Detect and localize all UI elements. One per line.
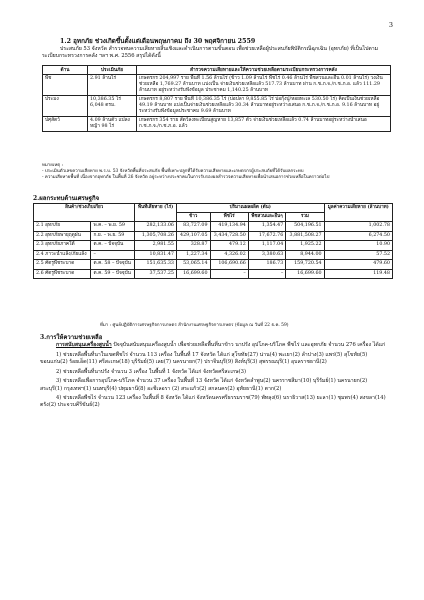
table-row — [34, 231, 393, 241]
table-cell: 16,699.60 — [286, 269, 324, 279]
table-row — [43, 75, 391, 96]
table-row — [34, 222, 393, 232]
table-cell: 1,925.22 — [286, 241, 324, 251]
section-3-lead: การสนับสนุนเครื่องสูบน้ำ — [56, 342, 112, 348]
table-cell: 504,196.51 — [286, 222, 324, 232]
table-row — [34, 250, 393, 260]
row-estimate: 10,386.35 ไร่ 6,048 ตรม. — [88, 96, 137, 117]
header-commodity: สินค้า/ช่วงเก็บเกี่ยว — [34, 204, 135, 222]
row-aspect: พืช — [43, 75, 88, 96]
table-cell: 1,305,708.26 — [135, 231, 177, 241]
table-cell: 186.73 — [248, 260, 286, 270]
header-survey: สำรวจความเสียหายและให้ความช่วยเหลือตามระเบียบกระทรวงการคลัง — [137, 66, 391, 75]
table-cell: 2.6 ศัตรูพืชระบาด — [34, 269, 91, 279]
header-horticulture: พืชสวนและอื่นๆ — [248, 213, 286, 222]
table-cell: 57.52 — [324, 250, 392, 260]
section-3-item-4: 4) ช่วยเหลือพืชไร่ จำนวน 123 เครื่อง ในพื้นที่ 8 จังหวัด ได้แก่ จังหวัดนครศรีธรรมราช(79) พัทลุง(6) นราธิวาส(13) ยะลา(1) ชุมพร(4) สงขลา(14) ตรัง(2) ประจวบคีรีขันธ์(2) — [40, 395, 386, 409]
header-aspect: ด้าน — [43, 66, 88, 75]
header-field-crops: พืชไร่ — [210, 213, 248, 222]
damage-assistance-table — [42, 65, 391, 132]
section-3-intro: ปัจจุบันสนับสนุนเครื่องสูบน้ำ เพื่อช่วยเหลือพื้นที่นาข้าว นาปรัง อุปโภค-บริโภค พืชไร่ และอุทกภัย จำนวน 276 เครื่อง ได้แก่ — [113, 342, 386, 348]
economic-table-body — [34, 222, 393, 279]
header-rice: ข้าว — [176, 213, 210, 222]
table-row — [34, 241, 393, 251]
row-detail: เกษตรกร 8,807 ราย พื้นที่ 10,386.35 ไร่ (บ่อปลา 9,855.85 ไร่ บ่อกุ้งปู/หอยทะเล 530.50 ไร่) คิดเป็นเงินช่วยเหลือ 49.19 ล้านบาท แบ่งเป็นจ่ายเงินช่วยเหลือแล้ว 30.34 ล้านบาทอยู่ระหว่างเสนอ ก.ช.ภ.จ./ก.ช.ภ.อ. 9.16 ล้านบาท อยู่ระหว่างรับฟังข้อมูลประชาคม 9.69 ล้านบาท — [137, 96, 391, 117]
row-estimate: 2.91 ล้านไร่ — [88, 75, 137, 96]
table-cell: 16,699.60 — [176, 269, 210, 279]
note-item: - ความเสียหายพื้นที่ เนื่องจากอุทกภัย ในพื้นที่ 26 จังหวัด อยู่ระหว่างประชาคมในการรับรองผลสำรวจความเสียหายเพื่อนำเสนอการช่วยเหลือในคราวต่อไป — [42, 175, 330, 180]
table-cell: 151,635.33 — [135, 260, 177, 270]
row-detail: เกษตรกร 354 ราย สัตว์ลงทะเบียนสูญหาย 13,857 ตัว จ่ายเงินช่วยเหลือแล้ว 0.74 ล้านบาทอยู่ระหว่างนำเสนอ ก.ช.ภ.จ./ก.ช.ภ.อ. แล้ว — [137, 117, 391, 132]
header-estimate: ประเมินภัย — [88, 66, 137, 75]
table-cell: 3,434,728.50 — [210, 231, 248, 241]
header-output-group: ปริมาณผลผลิต (ตัน) — [176, 204, 324, 213]
table-cell: 2.1 อุทกภัย — [34, 222, 91, 232]
table-cell: 479.12 — [210, 241, 248, 251]
table-cell: – — [91, 250, 135, 260]
table-cell: 1,117.04 — [248, 241, 286, 251]
table-cell: 8,944.00 — [286, 250, 324, 260]
table-cell: 2.3 อุทกภัยภาคใต้ — [34, 241, 91, 251]
table-cell: ต.ค. 59 – ปัจจุบัน — [91, 269, 135, 279]
section-3-item-1: 1) ช่วยเหลือพื้นที่นาในเขตพืชไร่ จำนวน 113 เครื่อง ในพื้นที่ 17 จังหวัด ได้แก่ สุโขทัย(27) น่าน(4) พะเยา(2) ลำปาง(3) แพร่(5) สุโขทัย(5) ขอนแก่น(2) ร้อยเอ็ด(11) ศรีสะเกษ(18) บุรีรัมย์(5) เลย(7) นครนายก(7) ปราจีนบุรี(9) สิงห์บุรี(3) สุพรรณบุรี(1) อุบลราชธานี(2) — [40, 351, 368, 365]
table-cell: 419,134.94 — [210, 222, 248, 232]
table-cell: ก.ย. – พ.ย. 59 — [91, 231, 135, 241]
section-3-title: 3.การให้ความช่วยเหลือ — [40, 334, 103, 341]
table-cell: 282,133.06 — [135, 222, 177, 232]
table-cell: – — [210, 269, 248, 279]
table-cell: 1,227.34 — [176, 250, 210, 260]
table-row — [34, 269, 393, 279]
row-estimate: 4.09 ล้านตัว แปลงหญ้า 98 ไร่ — [88, 117, 137, 132]
section-3-paragraph — [40, 342, 386, 349]
table-cell: 2,981.55 — [135, 241, 177, 251]
source-note: ที่มา : ศูนย์ปฏิบัติการเศรษฐกิจการเกษตร สำนักงานเศรษฐกิจการเกษตร (ข้อมูล ณ วันที่ 22 ธ.ค. 59) — [100, 323, 289, 328]
table-cell: 6,274.50 — [324, 231, 392, 241]
table-cell: 429,107.05 — [176, 231, 210, 241]
table-cell: 479.60 — [324, 260, 392, 270]
table-cell: 37,537.25 — [135, 269, 177, 279]
table-cell: ต.ค. 58 – ปัจจุบัน — [91, 260, 135, 270]
table-row — [43, 117, 391, 132]
table-cell: 17,672.76 — [248, 231, 286, 241]
section-3-item-3: 3) ช่วยเหลือเพื่อการอุปโภค-บริโภค จำนวน 37 เครื่อง ในพื้นที่ 13 จังหวัด ได้แก่ จังหวัดลำพูน(2) นครราชสีมา(10) บุรีรัมย์(1) นครนายก(2) สระบุรี(1) กรุงเทพฯ(1) นนทบุรี(4) ปทุมธานี(8) อะชีเลอรา (2) สระแก้ว(2) สกลนคร(2) อุทัยธานี(1) ตาก(2) — [40, 378, 368, 392]
table-cell: 119.48 — [324, 269, 392, 279]
page-number: 3 — [388, 21, 393, 29]
economic-impact-table — [33, 203, 393, 279]
notes-heading: หมายเหตุ : — [42, 163, 63, 168]
table-row — [34, 260, 393, 270]
table-cell: 1,002.78 — [324, 222, 392, 232]
section-1-2-title: 1.2 อุทกภัย ช่วงเกิดขึ้นตั้งแต่เดือนพฤษภาคม ถึง 30 พฤศจิกายน 2559 — [60, 38, 256, 45]
table-cell: – — [248, 269, 286, 279]
header-total: รวม — [286, 213, 324, 222]
table-cell: 83,727.09 — [176, 222, 210, 232]
section-3-body — [40, 342, 386, 412]
table-cell: 3,380.63 — [248, 250, 286, 260]
row-aspect: ประมง — [43, 96, 88, 117]
note-item: - ประเมินตัวเลขความเสียหาย พ.ร.บ. 53 จังหวัดพื้นที่ประสบภัย พื้นที่เพาะปลูกที่ได้รับความเสียหายและเกษตรกรผู้ประสบภัยที่ได้รับผลกระทบ — [42, 169, 304, 174]
section-2-title: 2.ผลกระทบด้านเศรษฐกิจ — [33, 195, 100, 202]
table-cell: 328.87 — [176, 241, 210, 251]
table-cell: 3,881,508.27 — [286, 231, 324, 241]
header-damaged-area: พื้นที่เสียหาย (ไร่) — [135, 204, 177, 222]
table-cell: 1,354.47 — [248, 222, 286, 232]
row-detail: เกษตรกร 204,997 ราย พื้นที่ 1.56 ล้านไร่ (ข้าว 1.09 ล้านไร่ พืชไร่ 0.46 ล้านไร่ พืชสวนและอื่น 0.01 ล้านไร่) วงเงินช่วยเหลือ 1,769.27 ล้านบาท แบ่งเป็น จ่ายเงินช่วยเหลือแล้ว 517.73 ล้านบาท ผ่าน ก.ช.ภ.จ./ก.ช.ภ.อ. แล้ว 111.29 ล้านบาท อยู่ระหว่างรับฟังข้อมูล ประชาคม 1,140.25 ล้านบาท — [137, 75, 391, 96]
table-cell: 53,065.14 — [176, 260, 210, 270]
table-cell: 2.5 ศัตรูพืชระบาด — [34, 260, 91, 270]
header-damage-value: มูลค่าความเสียหาย (ล้านบาท) — [324, 204, 392, 222]
table-cell: 2.2 อุทกภัยพายุฤดูฝน — [34, 231, 91, 241]
table-cell: 2.4 ภาวะน้ำแล้ง/ภัยแล้ง — [34, 250, 91, 260]
table-row — [43, 96, 391, 117]
notes-block — [42, 163, 394, 181]
table-cell: 106,690.66 — [210, 260, 248, 270]
row-aspect: ปศุสัตว์ — [43, 117, 88, 132]
intro-paragraph: ประสบภัย 53 จังหวัด สำรวจพบความเสียหายสิ้นเชิงและดำเนินการตามขั้นตอน เพื่อช่วยเหลือผู้ประสบภัยพิบัติกรณีฉุกเฉิน (อุทกภัย) ที่เป็นไปตามระเบียบกระทรวงการคลัง ฯลฯ พ.ศ. 2556 สรุปได้ดังนี้ — [42, 46, 379, 60]
table-cell: 10.90 — [324, 241, 392, 251]
table-header-row — [34, 204, 393, 213]
table-cell: 159,720.54 — [286, 260, 324, 270]
table-cell: พ.ค. – พ.ย. 59 — [91, 222, 135, 232]
table-header-row — [43, 66, 391, 75]
table-cell: 10,831.47 — [135, 250, 177, 260]
section-3-item-2: 2) ช่วยเหลือพื้นที่นาปรัง จำนวน 3 เครื่อง ในพื้นที่ 1 จังหวัด ได้แก่ จังหวัดศรีสะเกษ(3) — [56, 368, 247, 375]
table-cell: ต.ค. – ปัจจุบัน — [91, 241, 135, 251]
table-cell: 4,326.02 — [210, 250, 248, 260]
